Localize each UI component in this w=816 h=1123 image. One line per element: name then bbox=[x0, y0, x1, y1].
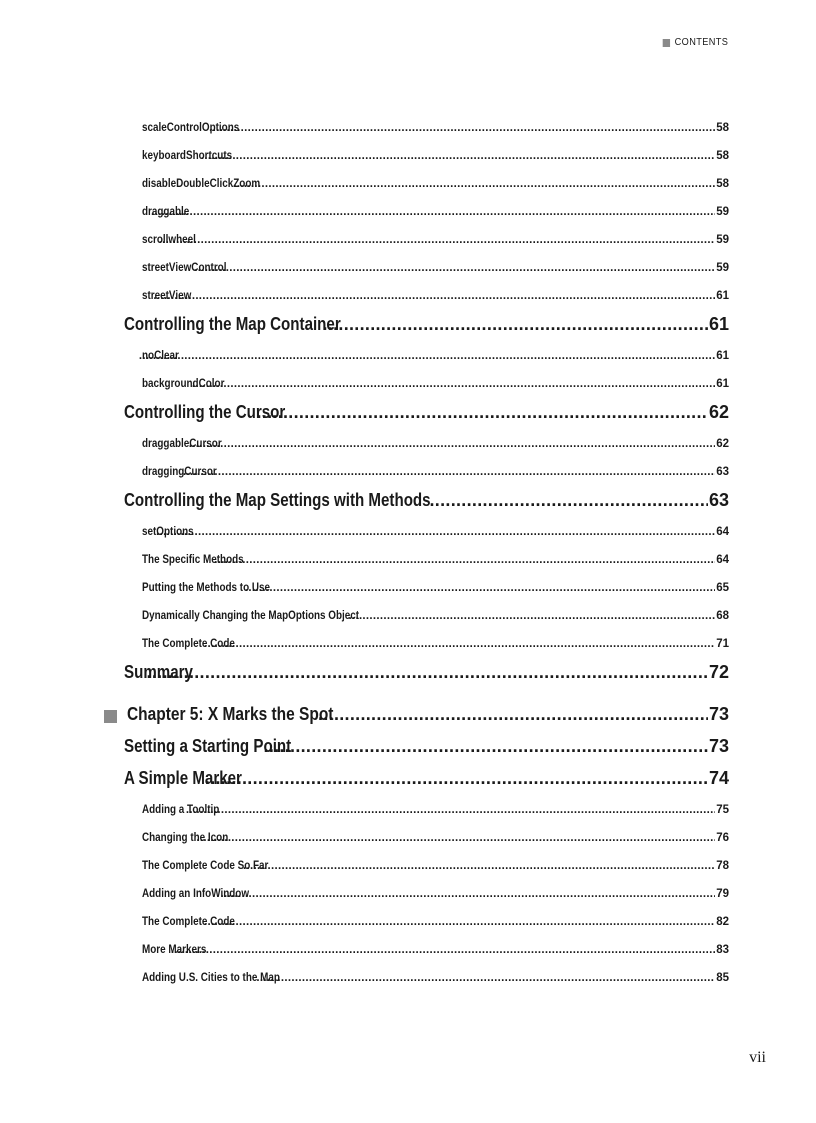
toc-subsection-entry bbox=[142, 916, 729, 932]
dot-leader bbox=[147, 662, 708, 683]
toc-entry-title: The Complete Code So Far bbox=[142, 860, 269, 872]
dot-leader bbox=[153, 290, 715, 302]
toc-entry-title: Adding a Tooltip bbox=[142, 804, 220, 816]
dot-leader bbox=[159, 234, 716, 246]
toc-subsection-entry bbox=[142, 178, 729, 194]
toc-entry-title: Setting a Starting Point bbox=[124, 736, 292, 756]
running-header-label: CONTENTS bbox=[674, 37, 728, 48]
toc-entry-page: 85 bbox=[716, 972, 729, 984]
toc-entry-page: 78 bbox=[716, 860, 729, 872]
toc-entry-title: scrollwheel bbox=[142, 234, 196, 246]
dot-leader bbox=[139, 350, 715, 362]
toc-entry-page: 76 bbox=[716, 832, 729, 844]
running-header bbox=[662, 37, 728, 48]
toc-entry-page: 59 bbox=[716, 262, 729, 274]
toc-section-entry bbox=[124, 490, 729, 514]
dot-leader bbox=[264, 736, 708, 757]
toc-subsection-entry bbox=[142, 526, 729, 542]
toc-subsection-entry bbox=[142, 944, 729, 960]
toc-section-entry bbox=[124, 768, 729, 792]
toc-section-entry bbox=[124, 402, 729, 426]
toc-subsection-entry bbox=[142, 206, 729, 222]
toc-entry-page: 72 bbox=[708, 662, 729, 682]
toc-subsection-entry bbox=[142, 262, 729, 278]
toc-entry-page: 75 bbox=[716, 804, 729, 816]
dot-leader bbox=[257, 402, 708, 423]
toc-entry-title: The Complete Code bbox=[142, 638, 235, 650]
dot-leader bbox=[201, 150, 715, 162]
toc-entry-title: Adding an InfoWindow bbox=[142, 888, 250, 900]
toc-entry-page: 74 bbox=[708, 768, 729, 788]
toc-entry-title: Changing the Icon bbox=[142, 832, 229, 844]
toc-subsection-entry bbox=[142, 466, 729, 482]
toc-subsection-entry bbox=[142, 972, 729, 988]
toc-entry-page: 58 bbox=[716, 150, 729, 162]
toc-entry-title: The Specific Methods bbox=[142, 554, 244, 566]
dot-leader bbox=[233, 178, 715, 190]
dot-leader bbox=[429, 490, 707, 511]
dot-leader bbox=[323, 314, 708, 335]
toc-entry-title: A Simple Marker bbox=[124, 768, 242, 788]
toc-section-entry bbox=[124, 736, 729, 760]
chapter-square-icon bbox=[104, 710, 117, 723]
toc-entry-title: draggableCursor bbox=[142, 438, 222, 450]
dot-leader bbox=[209, 122, 715, 134]
toc-entry-title: draggable bbox=[142, 206, 190, 218]
toc-entry-title: Summary bbox=[124, 662, 193, 682]
dot-leader bbox=[221, 888, 716, 900]
dot-leader bbox=[245, 582, 715, 594]
dot-leader bbox=[196, 832, 715, 844]
toc-subsection-entry bbox=[142, 122, 729, 138]
toc-entry-title: streetViewControl bbox=[142, 262, 227, 274]
dot-leader bbox=[189, 438, 715, 450]
toc-subsection-entry bbox=[142, 290, 729, 306]
dot-leader bbox=[243, 860, 715, 872]
dot-leader bbox=[151, 206, 715, 218]
toc-subsection-entry bbox=[142, 378, 729, 394]
toc-subsection-entry bbox=[142, 234, 729, 250]
toc-subsection-entry bbox=[142, 438, 729, 454]
page-number: vii bbox=[749, 1049, 766, 1066]
toc-entry-title: Dynamically Changing the MapOptions Object bbox=[142, 610, 360, 622]
dot-leader bbox=[214, 554, 715, 566]
toc-subsection-entry bbox=[142, 610, 729, 626]
toc-section-entry bbox=[124, 662, 729, 686]
toc-subsection-entry bbox=[142, 554, 729, 570]
toc-subsection-entry bbox=[142, 350, 729, 366]
toc-entry-title: Adding U.S. Cities to the Map bbox=[142, 972, 280, 984]
toc-subsection-entry bbox=[142, 888, 729, 904]
toc-subsection-entry bbox=[142, 638, 729, 654]
toc-entry-page: 61 bbox=[716, 350, 729, 362]
toc-entry-page: 65 bbox=[716, 582, 729, 594]
toc-entry-page: 62 bbox=[716, 438, 729, 450]
toc-entry-title: setOptions bbox=[142, 526, 194, 538]
dot-leader bbox=[156, 526, 715, 538]
toc-entry-page: 83 bbox=[716, 944, 729, 956]
toc-entry-title: Controlling the Cursor bbox=[124, 402, 286, 422]
toc-entry-page: 61 bbox=[708, 314, 729, 334]
toc-entry-title: Putting the Methods to Use bbox=[142, 582, 271, 594]
toc-chapter-entry bbox=[104, 704, 729, 728]
toc-subsection-entry bbox=[142, 150, 729, 166]
toc-subsection-entry bbox=[142, 832, 729, 848]
toc-entry-page: 61 bbox=[716, 290, 729, 302]
toc-entry-page: 59 bbox=[716, 234, 729, 246]
toc-entry-page: 73 bbox=[708, 736, 729, 756]
toc-entry-title: backgroundColor bbox=[142, 378, 225, 390]
toc-entry-title: Controlling the Map Settings with Methods bbox=[124, 490, 431, 510]
toc-entry-title: streetView bbox=[142, 290, 192, 302]
toc-subsection-entry bbox=[142, 860, 729, 876]
toc-entry-page: 73 bbox=[708, 704, 729, 724]
toc-entry-page: 63 bbox=[708, 490, 729, 510]
toc-entry-title: The Complete Code bbox=[142, 916, 235, 928]
toc-entry-page: 62 bbox=[708, 402, 729, 422]
toc-entry-title: More Markers bbox=[142, 944, 207, 956]
dot-leader bbox=[205, 768, 708, 789]
toc-entry-page: 63 bbox=[716, 466, 729, 478]
toc-entry-page: 64 bbox=[716, 554, 729, 566]
toc-entry-title: Chapter 5: X Marks the Spot bbox=[127, 704, 334, 724]
toc-entry-page: 82 bbox=[716, 916, 729, 928]
dot-leader bbox=[348, 610, 715, 622]
toc-subsection-entry bbox=[142, 804, 729, 820]
dot-leader bbox=[194, 262, 715, 274]
dot-leader bbox=[192, 378, 715, 390]
toc-entry-page: 58 bbox=[716, 178, 729, 190]
toc-entry-title: noClear bbox=[142, 350, 179, 362]
dot-leader bbox=[204, 916, 715, 928]
toc-entry-title: draggingCursor bbox=[142, 466, 217, 478]
toc-entry-page: 68 bbox=[716, 610, 729, 622]
toc-entry-title: keyboardShortcuts bbox=[142, 150, 233, 162]
toc-section-entry bbox=[124, 314, 729, 338]
toc-entry-page: 59 bbox=[716, 206, 729, 218]
dot-leader bbox=[204, 638, 715, 650]
toc-subsection-entry bbox=[142, 582, 729, 598]
toc-entry-page: 71 bbox=[716, 638, 729, 650]
toc-entry-title: Controlling the Map Container bbox=[124, 314, 341, 334]
dot-leader bbox=[183, 466, 715, 478]
dot-leader bbox=[256, 972, 715, 984]
dot-leader bbox=[318, 704, 708, 725]
toc-entry-page: 64 bbox=[716, 526, 729, 538]
dot-leader bbox=[186, 804, 715, 816]
toc-entry-page: 79 bbox=[716, 888, 729, 900]
toc-entry-title: disableDoubleClickZoom bbox=[142, 178, 261, 190]
dot-leader bbox=[171, 944, 715, 956]
square-bullet-icon bbox=[662, 39, 669, 47]
toc-entry-page: 61 bbox=[716, 378, 729, 390]
toc-entry-page: 58 bbox=[716, 122, 729, 134]
toc-entry-title: scaleControlOptions bbox=[142, 122, 240, 134]
